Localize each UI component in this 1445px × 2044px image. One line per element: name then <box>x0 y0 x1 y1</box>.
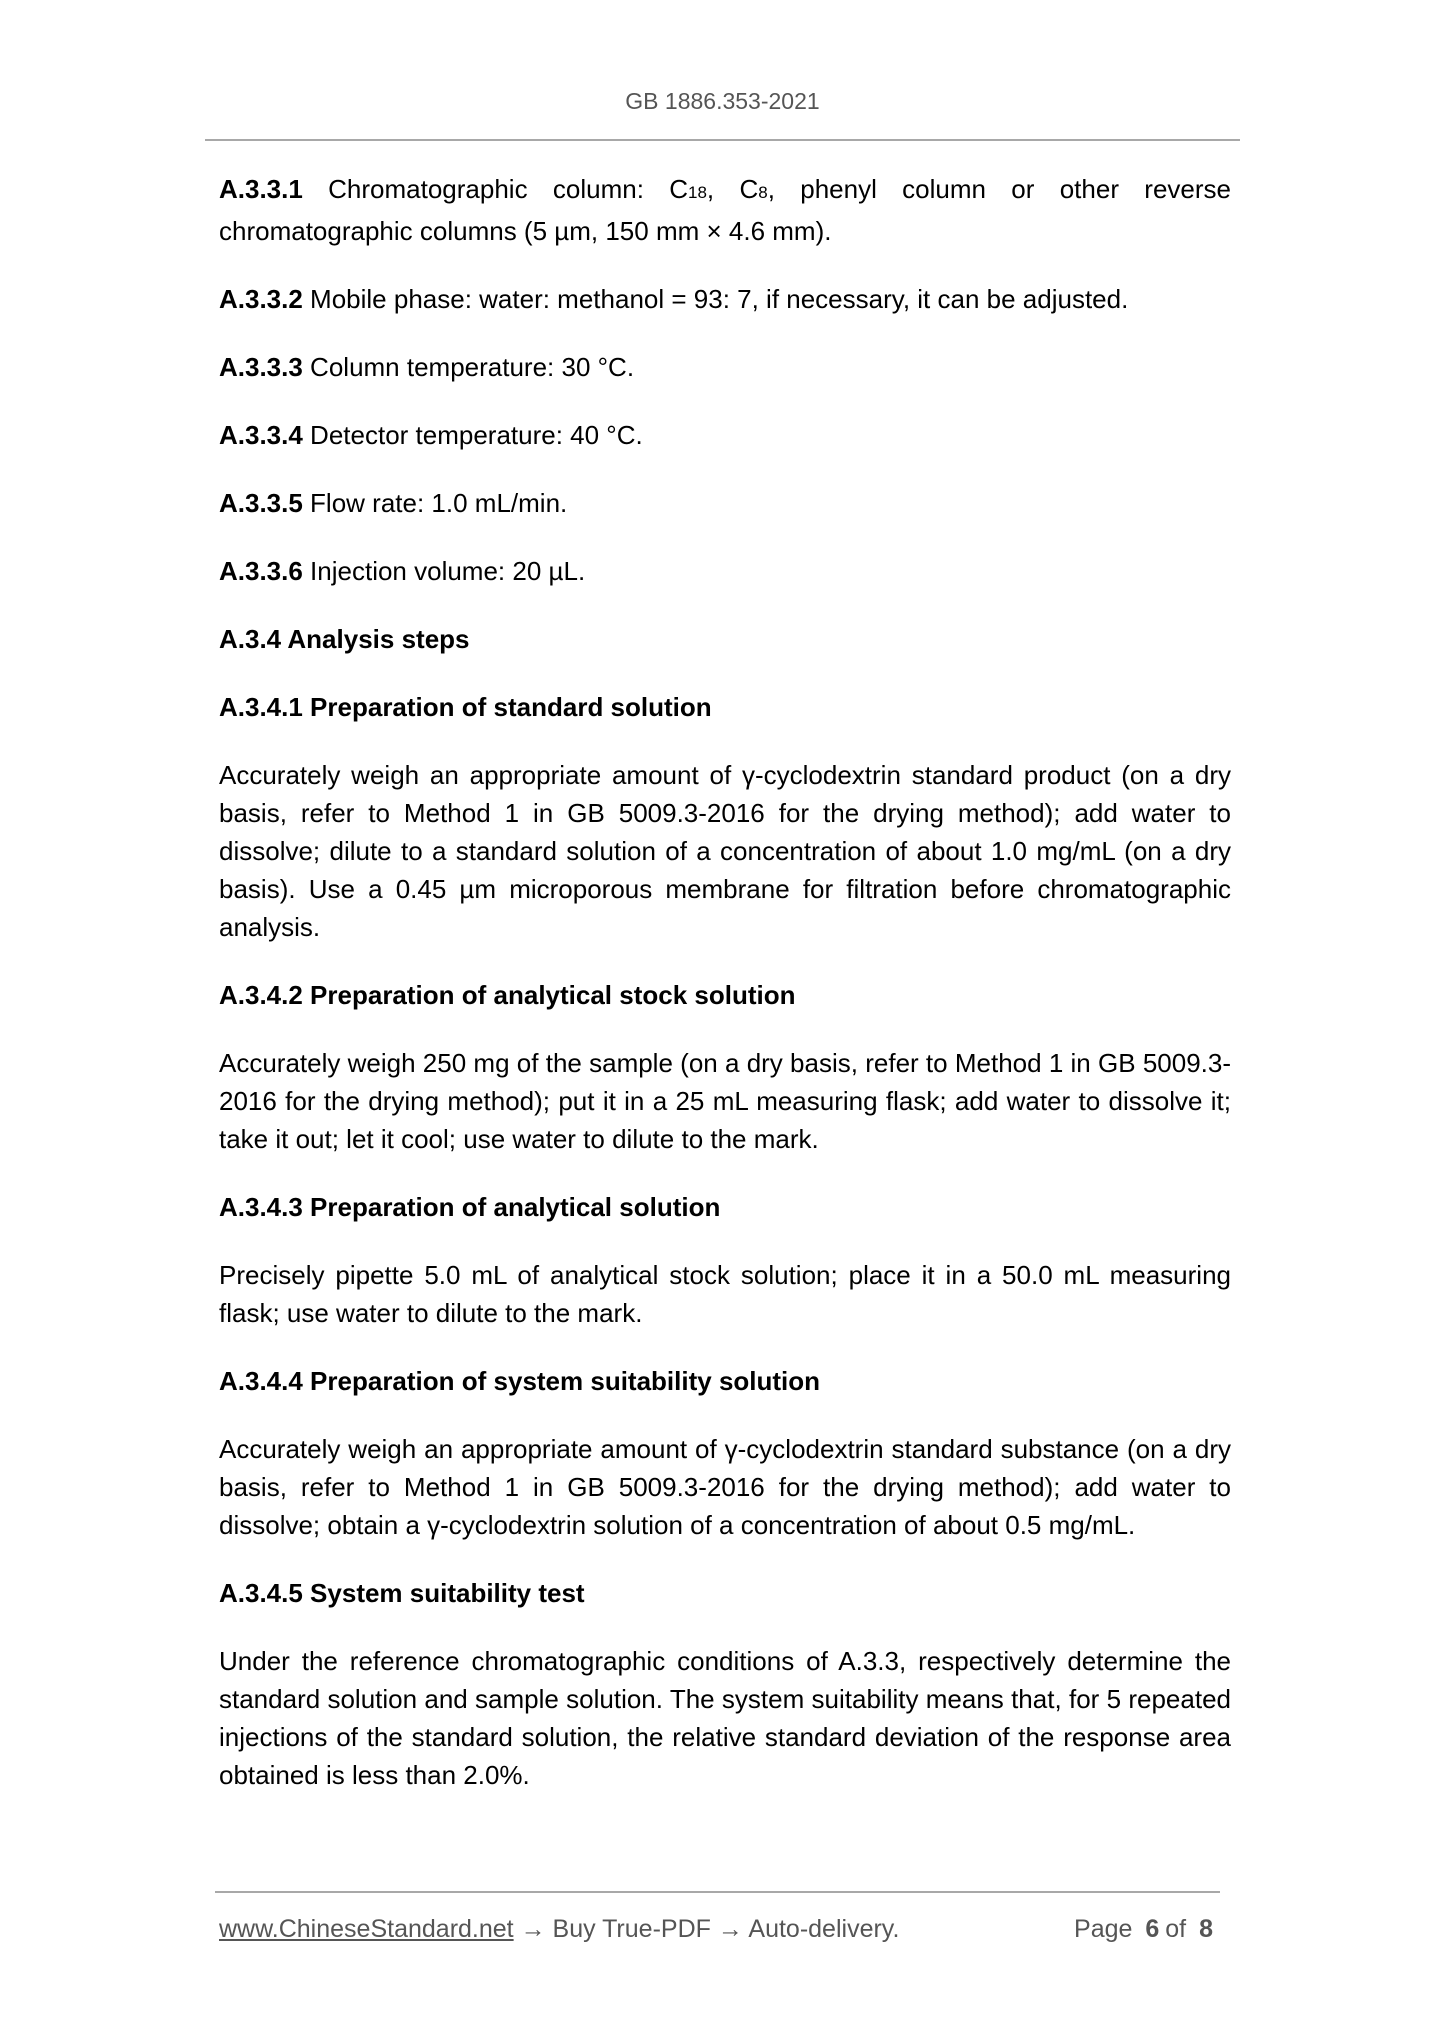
clause-number: A.3.3.6 <box>219 556 303 586</box>
header-divider <box>205 139 1240 141</box>
clause-a333 <box>219 348 1231 386</box>
clause-text: Mobile phase: water: methanol = 93: 7, if necessary, it can be adjusted. <box>302 284 1129 314</box>
clause-text: Flow rate: 1.0 mL/min. <box>302 488 568 518</box>
page-number <box>1074 1915 1219 1944</box>
body-a343: Precisely pipette 5.0 mL of analytical stock solution; place it in a 50.0 mL measuring flask; use water to dilute to the mark. <box>219 1260 1231 1328</box>
clause-number: A.3.3.5 <box>219 488 303 518</box>
body-a344: Accurately weigh an appropriate amount of γ-cyclodextrin standard substance (on a dry basis, refer to Method 1 in GB 5009.3-2016 for the drying method); add water to dissolve; obtain a γ-cyclodextrin solution of a concentration of about 0.5 mg/mL. <box>219 1434 1231 1540</box>
clause-a331 <box>219 170 1231 250</box>
subscript: 18 <box>688 183 707 202</box>
heading-a343: A.3.4.3 Preparation of analytical solution <box>219 1192 721 1222</box>
heading-analysis-steps: A.3.4 Analysis steps <box>219 624 470 654</box>
document-body <box>219 170 1231 1824</box>
clause-text: Chromatographic column: C <box>302 174 688 204</box>
heading-a341: A.3.4.1 Preparation of standard solution <box>219 692 712 722</box>
heading-a345: A.3.4.5 System suitability test <box>219 1578 585 1608</box>
page-of: of <box>1165 1915 1187 1943</box>
website-link[interactable]: www.ChineseStandard.net <box>219 1915 514 1943</box>
page-label: Page <box>1074 1915 1133 1943</box>
heading-a344: A.3.4.4 Preparation of system suitability solution <box>219 1366 821 1396</box>
footer-promo <box>219 1915 899 1944</box>
clause-a336 <box>219 552 1231 590</box>
body-a341: Accurately weigh an appropriate amount of γ-cyclodextrin standard product (on a dry basis, refer to Method 1 in GB 5009.3-2016 for the drying method); add water to dissolve; dilute to a standard solution of a concentration of about 1.0 mg/mL (on a dry basis). Use a 0.45 µm microporous membrane for filtration before chromatographic analysis. <box>219 760 1231 942</box>
promo-text: → Buy True-PDF → Auto-delivery. <box>513 1915 900 1943</box>
footer-divider <box>215 1891 1220 1893</box>
clause-text: Detector temperature: 40 °C. <box>302 420 643 450</box>
clause-number: A.3.3.2 <box>219 284 303 314</box>
clause-a334 <box>219 416 1231 454</box>
subscript: 8 <box>758 183 768 202</box>
clause-text: Injection volume: 20 µL. <box>302 556 586 586</box>
clause-text: , C <box>706 174 759 204</box>
page-total: 8 <box>1199 1915 1213 1943</box>
document-id-header: GB 1886.353-2021 <box>625 88 820 114</box>
clause-number: A.3.3.1 <box>219 174 303 204</box>
body-a342: Accurately weigh 250 mg of the sample (on a dry basis, refer to Method 1 in GB 5009.3-2016 for the drying method); put it in a 25 mL measuring flask; add water to dissolve it; take it out; let it cool; use water to dilute to the mark. <box>219 1048 1231 1154</box>
clause-a332 <box>219 280 1231 318</box>
heading-a342: A.3.4.2 Preparation of analytical stock solution <box>219 980 796 1010</box>
clause-a335 <box>219 484 1231 522</box>
clause-text: Column temperature: 30 °C. <box>302 352 635 382</box>
clause-number: A.3.3.3 <box>219 352 303 382</box>
page-current: 6 <box>1145 1915 1160 1943</box>
clause-number: A.3.3.4 <box>219 420 303 450</box>
clause-text: , phenyl column or other reverse chromatographic columns (5 µm, 150 mm × 4.6 mm). <box>219 174 1231 246</box>
body-a345: Under the reference chromatographic conditions of A.3.3, respectively determine the standard solution and sample solution. The system suitability means that, for 5 repeated injections of the standard solution, the relative standard deviation of the response area obtained is less than 2.0%. <box>219 1646 1231 1790</box>
